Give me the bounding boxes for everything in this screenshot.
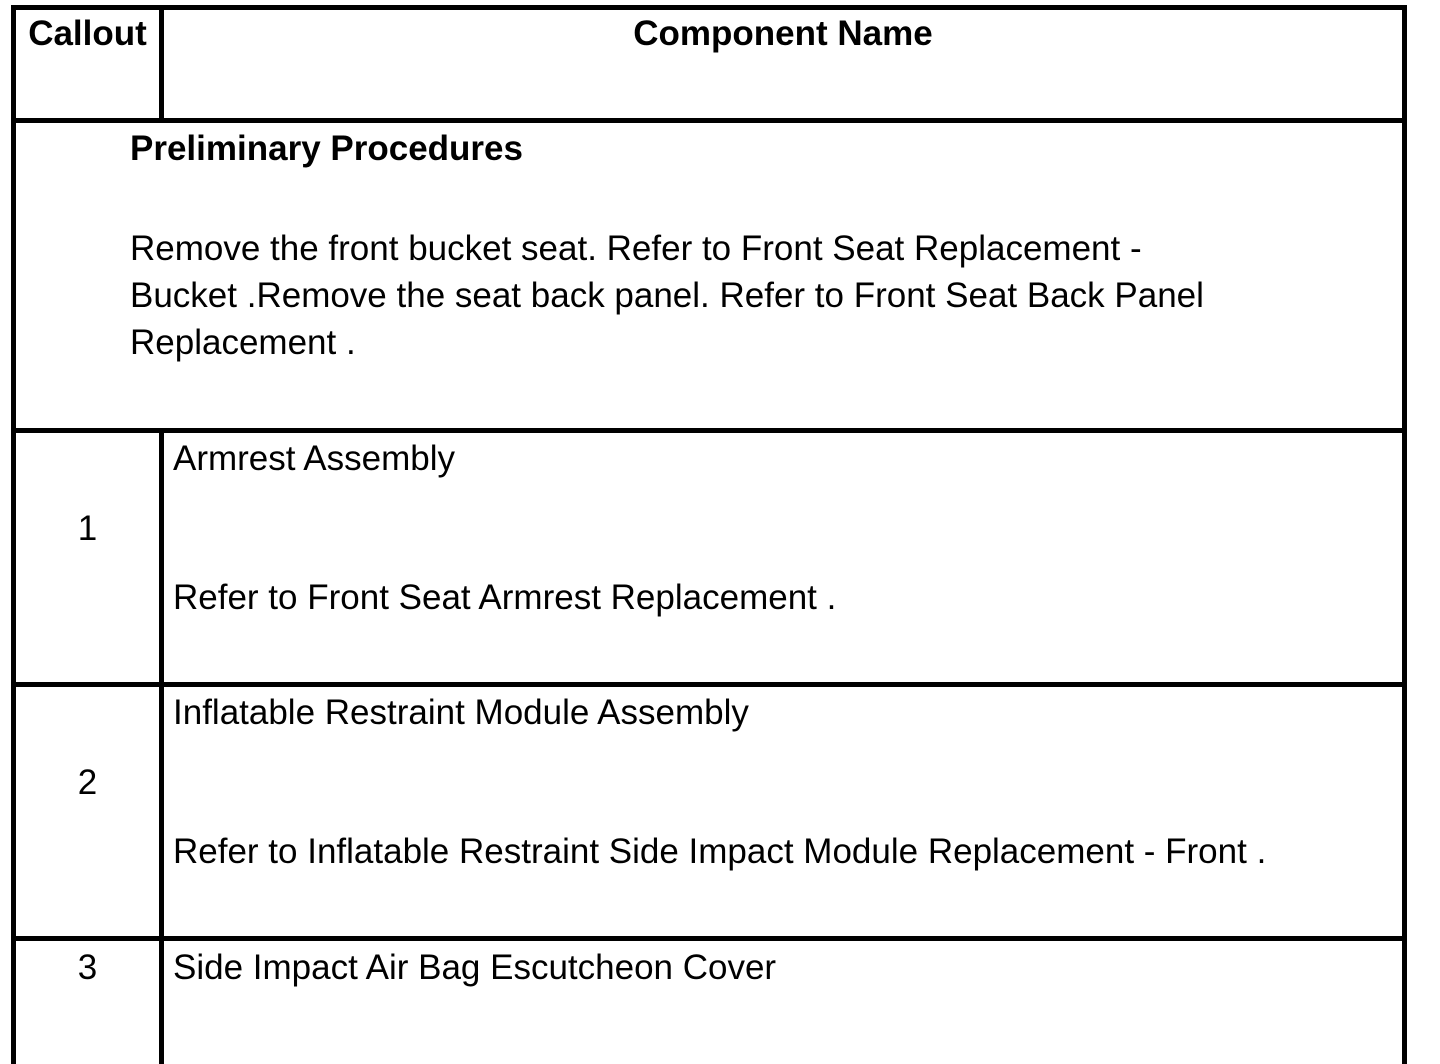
row-1-callout: 1 — [77, 509, 98, 548]
preliminary-procedures-heading: Preliminary Procedures — [130, 129, 523, 168]
header-bottom-border — [11, 118, 1407, 123]
table-top-border — [11, 5, 1407, 10]
row-2-reference: Refer to Inflatable Restraint Side Impact Module Replacement - Front . — [173, 832, 1267, 871]
row-2-callout: 2 — [77, 763, 98, 802]
row-1-reference: Refer to Front Seat Armrest Replacement . — [173, 578, 837, 617]
callout-column-divider-body — [159, 428, 164, 1064]
row-1-component-name: Armrest Assembly — [173, 439, 455, 478]
row-1-bottom-border — [11, 682, 1407, 687]
row-3-component-name: Side Impact Air Bag Escutcheon Cover — [173, 948, 777, 987]
preliminary-procedures-line: Bucket .Remove the seat back panel. Refer to Front Seat Back Panel — [130, 276, 1204, 315]
preliminary-procedures-line: Remove the front bucket seat. Refer to Front Seat Replacement - — [130, 229, 1142, 268]
component-name-column-header: Component Name — [633, 14, 933, 53]
row-2-bottom-border — [11, 936, 1407, 941]
preliminary-bottom-border — [11, 428, 1407, 433]
row-2-component-name: Inflatable Restraint Module Assembly — [173, 693, 749, 732]
table-right-border — [1402, 5, 1407, 1064]
preliminary-procedures-line: Replacement . — [130, 323, 356, 362]
row-3-callout: 3 — [77, 948, 98, 987]
callout-column-header: Callout — [28, 14, 147, 53]
